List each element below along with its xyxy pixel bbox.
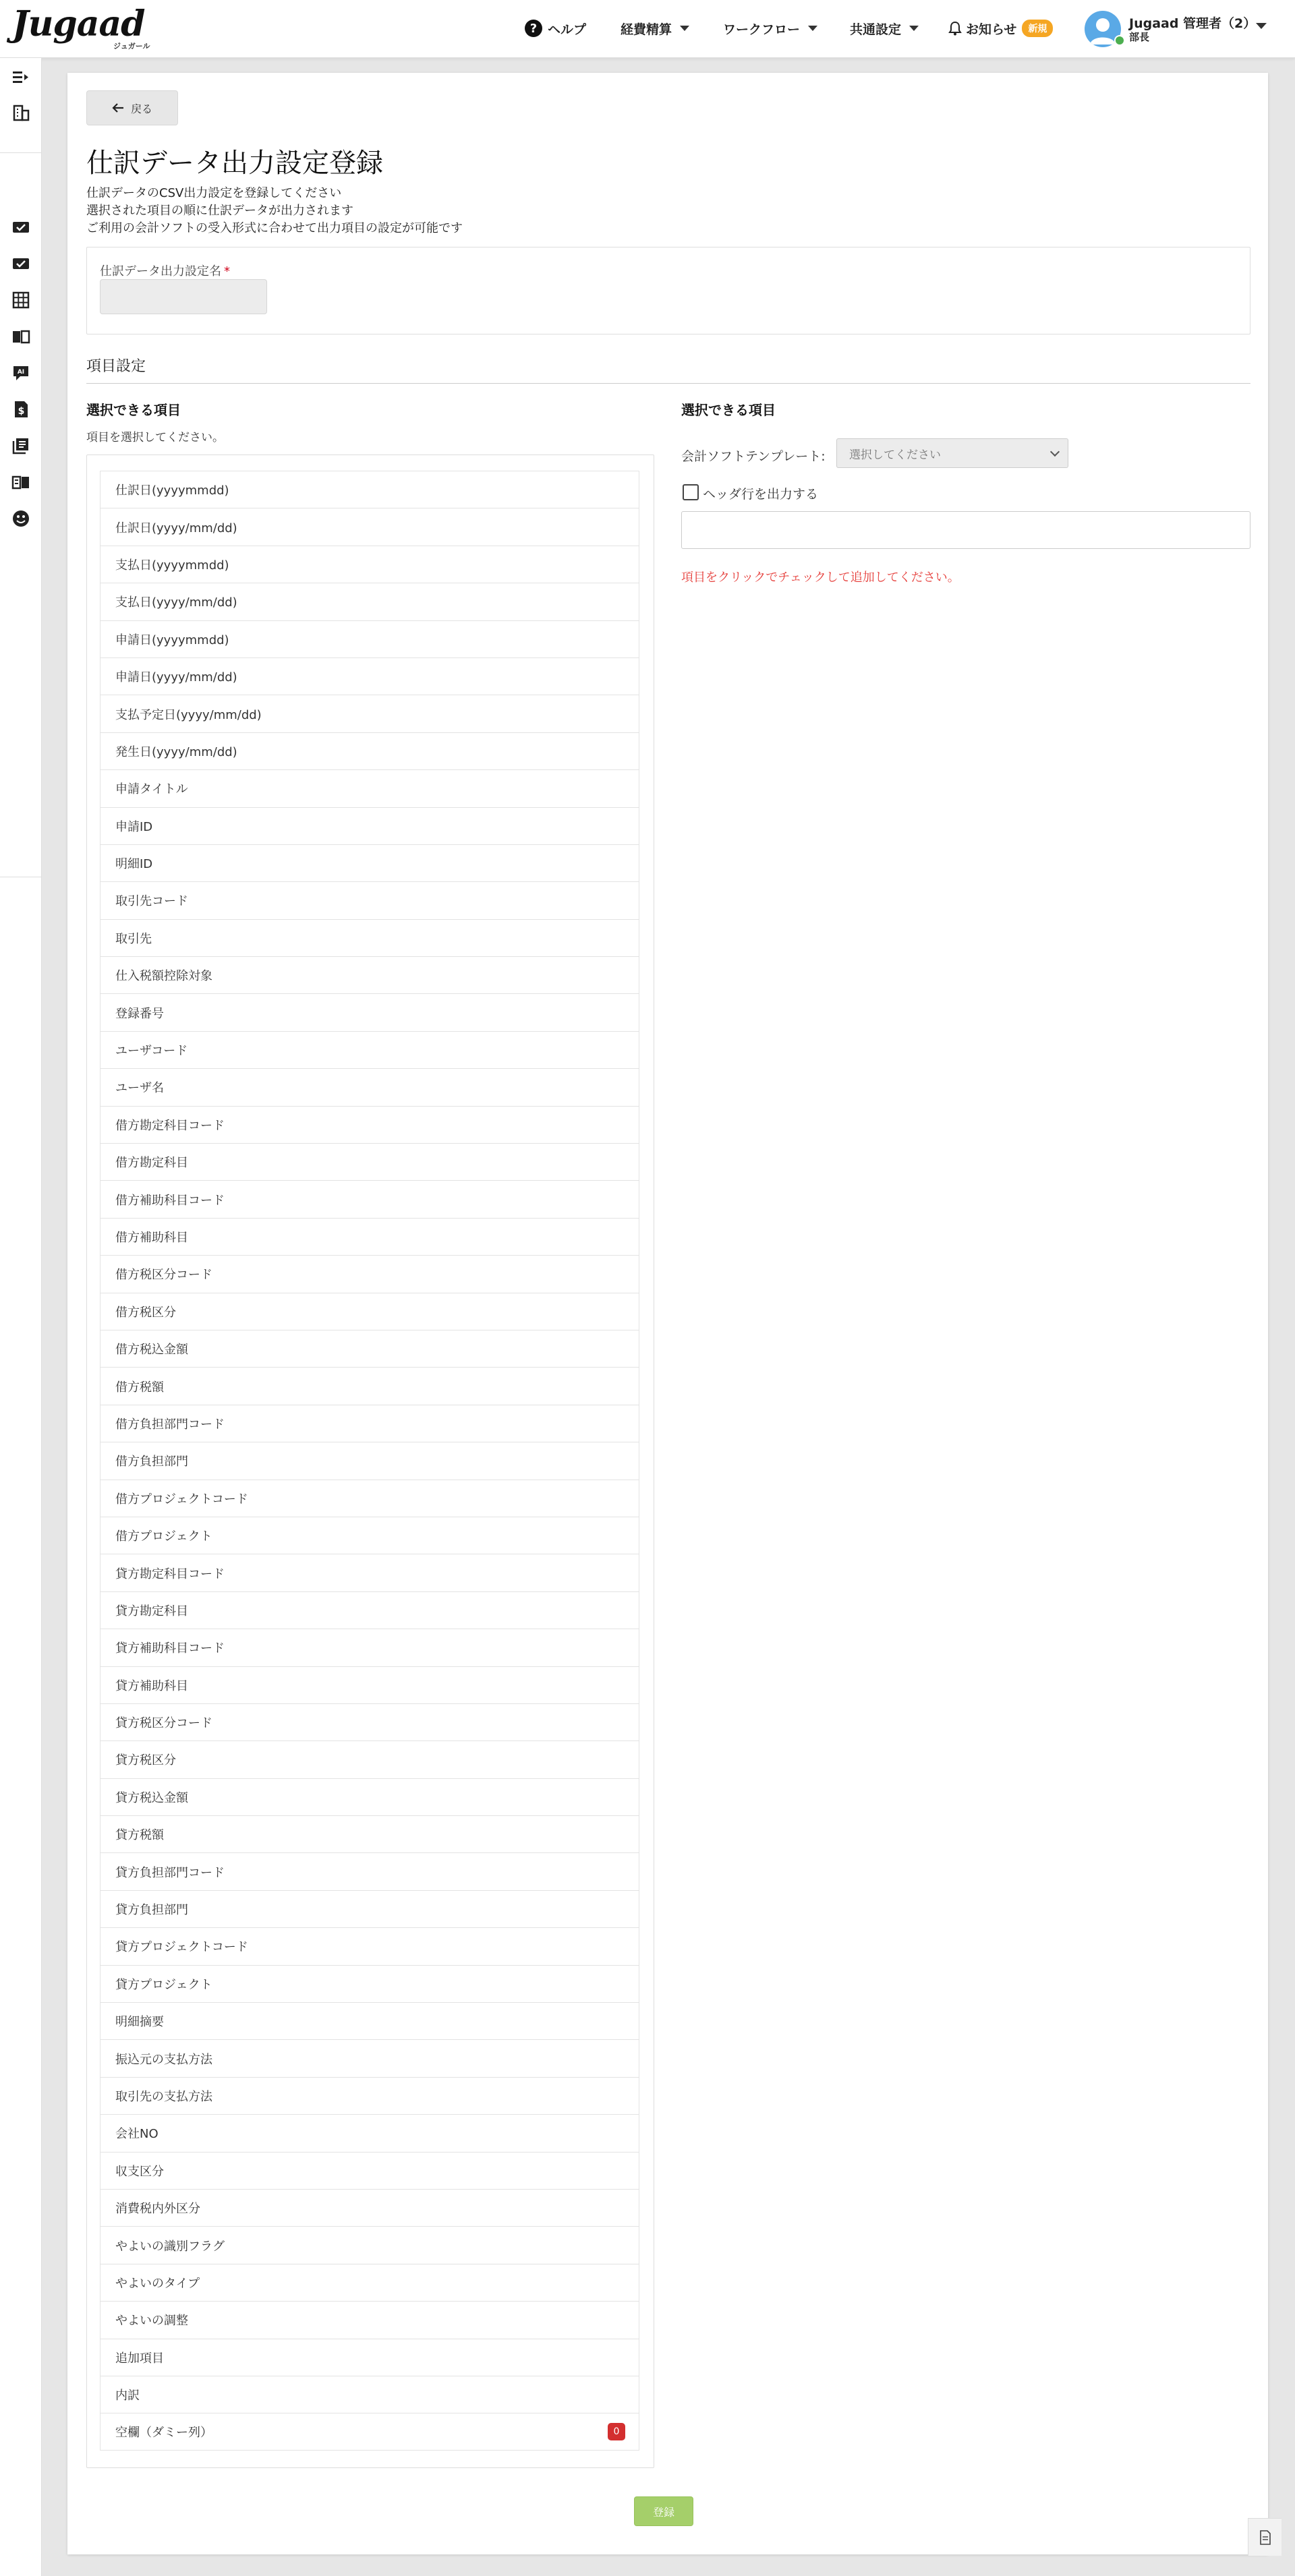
item-label: やよいのタイプ [115,2276,200,2291]
item-label: 支払日(yyyymmdd) [115,558,229,573]
logo-text: Jugaad [12,3,145,45]
item-label: 発生日(yyyy/mm/dd) [115,744,237,759]
item-label: 申請タイトル [115,782,188,797]
item-label: 貸方税込金額 [115,1790,188,1805]
menu-expand-icon[interactable] [11,67,31,88]
item-row[interactable] [100,1852,639,1890]
nav-help[interactable] [525,16,586,40]
item-row[interactable] [100,508,639,545]
setting-name-label [100,262,230,279]
item-row[interactable] [100,844,639,881]
item-label: 収支区分 [115,2164,164,2179]
available-items-title: 選択できる項目 [86,402,181,418]
help-icon: ? [525,20,542,37]
arrow-left-icon [112,103,124,113]
item-label: 会社NO [115,2127,159,2142]
item-label: 申請ID [115,819,153,834]
selected-items-title: 選択できる項目 [681,402,776,418]
item-label: 借方税額 [115,1380,164,1395]
document-icon[interactable] [1248,2518,1282,2556]
item-label: 貸方税区分 [115,1753,176,1768]
item-label: 貸方負担部門コード [115,1865,225,1880]
item-row[interactable] [100,1591,639,1629]
item-row[interactable] [100,657,639,695]
item-label: 貸方勘定科目 [115,1604,188,1618]
item-row[interactable] [100,1218,639,1255]
item-label: 仕訳日(yyyy/mm/dd) [115,521,237,535]
nav-notifications[interactable] [948,16,1053,40]
item-row[interactable] [100,1255,639,1292]
item-row[interactable] [100,1180,639,1217]
item-row[interactable] [100,1629,639,1666]
item-row[interactable] [100,769,639,807]
app-logo[interactable] [12,5,154,53]
page-description-3: ご利用の会計ソフトの受入形式に合わせて出力項目の設定が可能です [86,221,463,235]
template-select[interactable] [836,438,1068,468]
item-label: 明細ID [115,857,153,872]
nav-expenses-label: 経費精算 [621,22,672,37]
nav-notifications-label: お知らせ [966,22,1017,37]
item-row[interactable] [100,2413,639,2450]
smiley-icon[interactable] [11,508,31,529]
library-icon[interactable] [11,436,31,456]
item-label: 借方負担部門コード [115,1417,225,1432]
ticket-check-icon[interactable] [11,217,31,237]
item-label: 貸方勘定科目コード [115,1567,225,1581]
item-row[interactable] [100,1517,639,1554]
item-row[interactable] [100,1927,639,1964]
nav-workflow[interactable] [723,16,817,40]
page-description-2: 選択された項目の順に仕訳データが出力されます [86,204,353,218]
item-label: 貸方補助科目コード [115,1641,225,1656]
item-label: 貸方プロジェクト [115,1977,212,1992]
item-row[interactable] [100,620,639,657]
template-label: 会計ソフトテンプレート: [681,449,826,464]
item-label: 登録番号 [115,1006,164,1021]
item-label: 取引先の支払方法 [115,2089,212,2104]
item-row[interactable] [100,1106,639,1143]
online-status-dot [1114,35,1125,46]
item-label: 仕入税額控除対象 [115,969,212,984]
item-row[interactable] [100,2301,639,2338]
sidebar [0,58,42,2576]
user-menu-caret-icon[interactable] [1256,23,1267,29]
item-row[interactable] [100,2039,639,2076]
item-row[interactable] [100,1442,639,1479]
setting-name-input[interactable] [100,279,267,314]
item-label: 仕訳日(yyyymmdd) [115,484,229,498]
item-row[interactable] [100,1405,639,1442]
grid-icon[interactable] [11,290,31,310]
available-items-hint: 項目を選択してください。 [86,431,224,444]
item-label: 借方税区分 [115,1305,176,1320]
item-label: ユーザ名 [115,1081,164,1096]
item-row[interactable] [100,1068,639,1105]
item-label: 借方勘定科目 [115,1156,188,1171]
logo-subtext: ジュガール [113,42,150,51]
item-label: 借方税込金額 [115,1343,188,1357]
item-count-badge: 0 [608,2423,625,2440]
item-label: 貸方プロジェクトコード [115,1940,248,1955]
item-row[interactable] [100,1778,639,1815]
item-row[interactable] [100,546,639,583]
nav-common-settings-label: 共通設定 [850,22,902,37]
header-row-label[interactable]: ヘッダ行を出力する [703,487,819,502]
item-row[interactable] [100,1143,639,1180]
nav-common-settings[interactable] [850,16,919,40]
item-row[interactable] [100,2264,639,2301]
item-label: 貸方税額 [115,1828,164,1843]
ticket-check-icon[interactable] [11,254,31,274]
item-label: 借方補助科目 [115,1231,188,1245]
selected-items-box[interactable] [681,511,1250,549]
item-label: 借方プロジェクト [115,1529,212,1544]
back-button[interactable] [86,90,178,125]
item-label: 空欄（ダミー列） [115,2426,212,2440]
item-row[interactable] [100,2339,639,2376]
nav-help-label: ヘルプ [548,22,587,37]
svg-text:AI: AI [17,369,25,376]
section-divider [86,383,1250,384]
item-label: 振込元の支払方法 [115,2052,212,2067]
manual-icon[interactable] [11,472,31,492]
item-row[interactable] [100,1666,639,1703]
item-row[interactable] [100,1031,639,1068]
item-label: 申請日(yyyy/mm/dd) [115,670,237,685]
item-row[interactable] [100,993,639,1030]
file-icon [1259,2530,1271,2545]
item-label: 取引先コード [115,894,188,909]
section-title: 項目設定 [86,358,146,375]
item-label: 支払予定日(yyyy/mm/dd) [115,707,262,722]
chevron-down-icon [1050,447,1060,457]
item-row[interactable] [100,2152,639,2189]
item-label: 借方税区分コード [115,1268,212,1283]
item-label: 貸方税区分コード [115,1716,212,1731]
template-select-value: 選択してください [849,448,941,462]
setting-name-label-text: 仕訳データ出力設定名 [100,264,221,279]
sidebar-divider [0,152,42,153]
item-row[interactable] [100,2114,639,2151]
building-icon[interactable] [11,103,31,123]
item-row[interactable] [100,807,639,844]
item-row[interactable] [100,1330,639,1367]
user-role: 部長 [1129,31,1150,43]
item-row[interactable] [100,1965,639,2002]
item-row[interactable] [100,1815,639,1852]
item-label: 借方勘定科目コード [115,1118,225,1133]
available-items-list [100,471,639,2451]
item-label: 取引先 [115,931,152,946]
page-description-1: 仕訳データのCSV出力設定を登録してください [86,186,342,200]
item-row[interactable] [100,695,639,732]
item-row[interactable] [100,1293,639,1330]
dollar-doc-icon[interactable] [11,399,31,419]
item-row[interactable] [100,2077,639,2114]
page-title: 仕訳データ出力設定登録 [86,148,383,179]
item-label: 借方プロジェクトコード [115,1492,248,1506]
item-row[interactable] [100,471,639,508]
back-button-label: 戻る [130,102,152,115]
caret-down-icon [808,26,817,31]
item-row[interactable] [100,732,639,769]
required-mark: * [224,264,230,279]
item-row[interactable] [100,1367,639,1404]
item-row[interactable] [100,1703,639,1740]
item-label: 申請日(yyyymmdd) [115,633,229,647]
item-row[interactable] [100,2002,639,2039]
item-label: 消費税内外区分 [115,2202,200,2217]
item-row[interactable] [100,919,639,956]
item-label: 借方補助科目コード [115,1193,225,1208]
caret-down-icon [680,26,689,31]
caret-down-icon [909,26,919,31]
nav-expenses[interactable] [621,16,689,40]
top-header [0,0,1295,58]
item-label: 内訳 [115,2389,140,2403]
item-label: 支払日(yyyy/mm/dd) [115,595,237,610]
selected-items-hint: 項目をクリックでチェックして追加してください。 [681,570,960,585]
item-row[interactable] [100,2376,639,2413]
book-open-icon[interactable] [11,326,31,347]
item-label: 借方負担部門 [115,1455,188,1469]
item-label: 貸方負担部門 [115,1903,188,1918]
item-label: ユーザコード [115,1044,188,1059]
bell-icon [948,21,962,36]
item-label: 貸方補助科目 [115,1678,188,1693]
item-row[interactable] [100,1740,639,1778]
ai-chat-icon[interactable] [11,363,31,383]
item-row[interactable] [100,2226,639,2263]
item-row[interactable] [100,956,639,993]
item-label: やよいの調整 [115,2314,188,2329]
item-row[interactable] [100,881,639,918]
item-row[interactable] [100,1890,639,1927]
item-row[interactable] [100,583,639,620]
register-button[interactable]: 登録 [634,2496,693,2526]
nav-workflow-label: ワークフロー [723,22,801,37]
svg-text:$: $ [18,406,25,417]
new-badge: 新規 [1022,20,1053,37]
item-label: 明細摘要 [115,2015,164,2030]
header-row-checkbox[interactable] [683,484,699,500]
item-row[interactable] [100,1480,639,1517]
item-label: 追加項目 [115,2351,164,2366]
item-label: やよいの識別フラグ [115,2239,225,2254]
item-row[interactable] [100,1554,639,1591]
user-name[interactable]: Jugaad 管理者（2） [1129,16,1257,31]
item-row[interactable] [100,2189,639,2226]
